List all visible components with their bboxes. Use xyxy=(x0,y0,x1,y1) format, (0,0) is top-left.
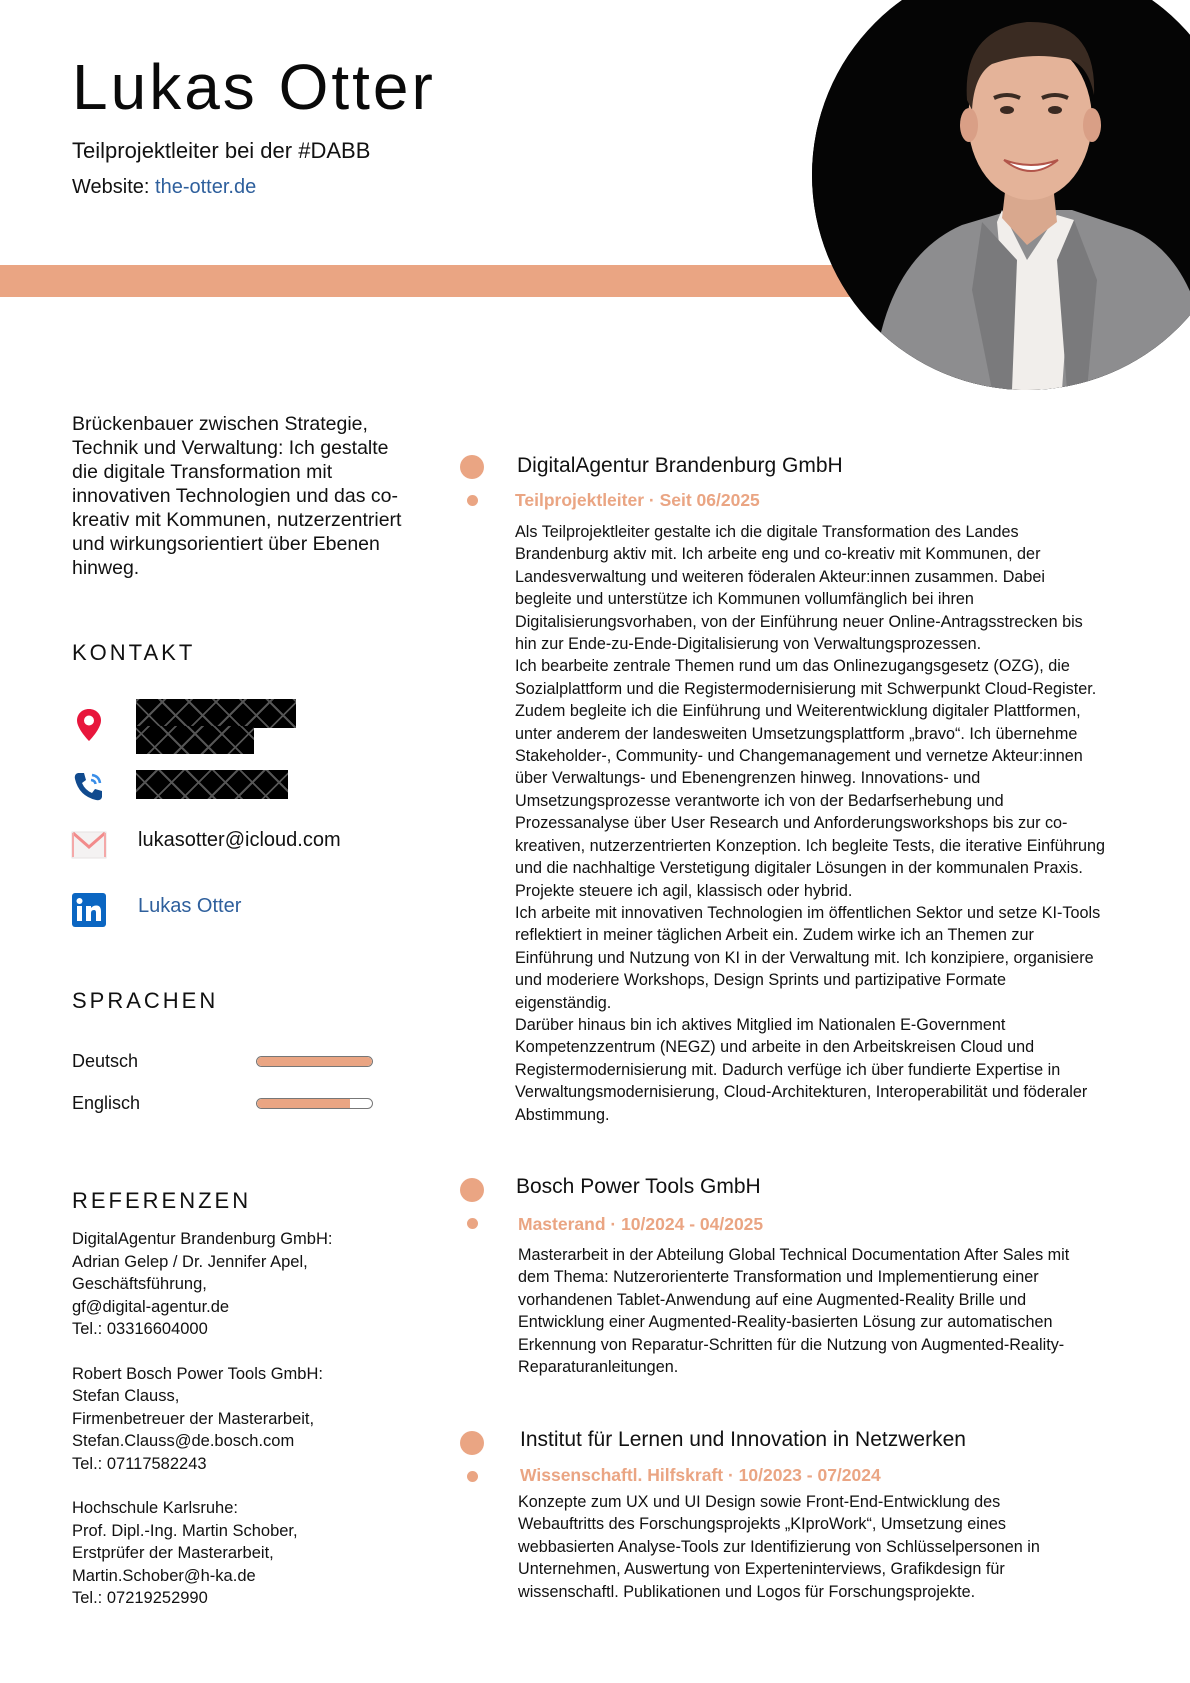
description-paragraph: Als Teilprojektleiter gestalte ich die digitale Transformation des Landes Brandenburg aktiv mit. Ich arbeite eng und co-kreativ mit Kommunen, der Landesverwaltung und weiteren föderalen Akteur:innen zusammen. Dabei begleite und unterstütze ich Kommunen vollumfänglich bei ihren Digitalisierungsvorhaben, von der Einführung neuer Online-Antragsstrecken bis hin zur Ende-zu-Ende-Digitalisierung von Verwaltungsprozessen. xyxy=(515,523,1083,654)
timeline-dot-small xyxy=(467,495,478,506)
website-link[interactable]: the-otter.de xyxy=(155,176,257,198)
references-section-title: REFERENZEN xyxy=(72,1188,252,1213)
company-name: DigitalAgentur Brandenburg GmbH xyxy=(517,454,843,477)
phone-icon xyxy=(70,767,108,805)
intro-summary: Brückenbauer zwischen Strategie, Technik und Verwaltung: Ich gestalte die digitale Transformation mit innovativen Technologien und das co-kreativ mit Kommunen, nutzerzentriert und wirkungsorientiert über Ebenen hinweg. xyxy=(72,413,402,579)
language-item xyxy=(72,1051,382,1072)
portrait-illustration xyxy=(812,0,1190,390)
reference-line: Martin.Schober@h-ka.de xyxy=(72,1566,256,1585)
timeline-dot-small xyxy=(467,1218,478,1229)
reference-line: Tel.: 07117582243 xyxy=(72,1454,207,1473)
reference-line: gf@digital-agentur.de xyxy=(72,1297,230,1316)
reference-line: Geschäftsführung, xyxy=(72,1275,207,1293)
language-item xyxy=(72,1093,382,1114)
contact-item-phone xyxy=(70,767,108,805)
role-and-period: Teilprojektleiter · Seit 06/2025 xyxy=(515,490,760,510)
reference-line: Adrian Gelep / Dr. Jennifer Apel, xyxy=(72,1252,308,1271)
redacted-phone xyxy=(136,770,288,799)
timeline-dot-small xyxy=(467,1471,478,1482)
redacted-address-line-1 xyxy=(136,699,296,728)
mail-icon xyxy=(70,826,108,864)
role-and-period: Masterand · 10/2024 - 04/2025 xyxy=(518,1214,764,1234)
job-description xyxy=(515,521,1105,1126)
role-and-period: Wissenschaftl. Hilfskraft · 10/2023 - 07/2024 xyxy=(520,1465,881,1485)
timeline-dot-large xyxy=(460,1431,484,1455)
contact-item-location xyxy=(70,706,108,744)
job-description xyxy=(518,1244,1088,1378)
reference-line: Tel.: 07219252990 xyxy=(72,1589,208,1607)
language-label: Deutsch xyxy=(72,1051,139,1071)
profile-photo xyxy=(812,0,1190,390)
references-list xyxy=(72,1228,412,1632)
reference-line: Tel.: 03316604000 xyxy=(72,1320,208,1338)
reference-line: Prof. Dipl.-Ing. Martin Schober, xyxy=(72,1521,298,1540)
reference-block xyxy=(72,1228,412,1341)
description-paragraph: Darüber hinaus bin ich aktives Mitglied im Nationalen E-Government Kompetenzzentrum (NEGZ) und arbeite in den Arbeitskreisen Cloud und Registermodernisierung mit. Dadurch verfüge ich über fundierte Expertise in Verwaltungsmodernisierung, Cloud-Architekturen, Interoperabilität und föderaler Abstimmung. xyxy=(515,1015,1088,1124)
reference-line: Firmenbetreuer der Masterarbeit, xyxy=(72,1409,315,1428)
company-name: Bosch Power Tools GmbH xyxy=(516,1175,761,1198)
contact-item-linkedin[interactable] xyxy=(70,891,242,929)
reference-line: DigitalAgentur Brandenburg GmbH: xyxy=(72,1230,333,1248)
reference-line: Stefan.Clauss@de.bosch.com xyxy=(72,1432,295,1450)
language-level-bar xyxy=(256,1098,373,1109)
description-paragraph: Ich arbeite mit innovativen Technologien im öffentlichen Sektor und setze KI-Tools reflektiert in meiner täglichen Arbeit ein. Zudem wirke ich an Themen zur Einführung und Nutzung von KI in der Verwaltung mit. Ich konzipiere, organisiere und moderiere Workshops, Design Sprints und partizipative Formate eigenständig. xyxy=(515,903,1101,1012)
language-level-fill xyxy=(257,1099,350,1108)
description-paragraph: Masterarbeit in der Abteilung Global Technical Documentation After Sales mit dem Thema: Nutzerorienterte Transformation und Implementierung einer vorhandenen Tablet-Anwendung auf eine Augmented-Reality Brille und Entwicklung einer Augmented-Reality-basierten Lösung zur automatischen Erkennung von Reparatur-Schritten für die Nutzung von Augmented-Reality-Reparaturanleitungen. xyxy=(518,1246,1070,1377)
language-level-fill xyxy=(257,1057,372,1066)
email-address[interactable]: lukasotter@icloud.com xyxy=(138,829,341,851)
linkedin-profile-link[interactable]: Lukas Otter xyxy=(138,895,242,917)
reference-block xyxy=(72,1497,412,1610)
job-subtitle: Teilprojektleiter bei der #DABB xyxy=(72,138,371,163)
website-label: Website: xyxy=(72,176,150,198)
redacted-address-line-2 xyxy=(136,726,254,754)
website-line xyxy=(72,176,256,199)
reference-line: Hochschule Karlsruhe: xyxy=(72,1499,238,1517)
language-label: Englisch xyxy=(72,1093,141,1113)
job-description xyxy=(518,1491,1078,1603)
reference-line: Erstprüfer der Masterarbeit, xyxy=(72,1544,274,1562)
location-pin-icon xyxy=(70,706,108,744)
timeline-dot-large xyxy=(460,455,484,479)
company-name: Institut für Lernen und Innovation in Netzwerken xyxy=(520,1428,966,1451)
description-paragraph: Ich bearbeite zentrale Themen rund um das Onlinezugangsgesetz (OZG), die Sozialplattform und die Registermodernisierung mit Schwerpunkt Cloud-Register. Zudem begleite ich die Einführung und Weiterentwicklung digitaler Plattformen, unter anderem der landesweiten Umsetzungsplattform „bravo“. Ich übernehme Stakeholder-, Community- und Changemanagement und vernetze Akteur:innen über Verwaltungs- und Ebenengrenzen hinweg. Innovations- und Umsetzungsprozesse verantworte ich von der Bedarfserhebung und Prozessanalyse über User Research und Anforderungsworkshops bis zur co-kreativen, nutzerzentrierten Konzeption. Ich begleite Tests, die iterative Einführung und die nachhaltige Verstetigung digitaler Lösungen in der kommunalen Praxis. Projekte steuere ich agil, klassisch oder hybrid. xyxy=(515,657,1105,900)
person-name: Lukas Otter xyxy=(72,51,436,123)
accent-band xyxy=(0,265,880,297)
reference-block xyxy=(72,1363,412,1476)
reference-line: Stefan Clauss, xyxy=(72,1387,180,1405)
description-paragraph: Konzepte zum UX und UI Design sowie Front-End-Entwicklung des Webauftritts des Forschungsprojekts „KIproWork“, Umsetzung eines webbasierten Analyse-Tools zur Identifizierung von Schlüsselpersonen in Unternehmen, Auswertung von Experteninterviews, Grafikdesign für wissenschaftl. Publikationen und Logos für Forschungsprojekte. xyxy=(518,1493,1040,1601)
contact-item-email[interactable] xyxy=(70,826,341,864)
languages-section-title: SPRACHEN xyxy=(72,988,219,1013)
language-level-bar xyxy=(256,1056,373,1067)
linkedin-icon xyxy=(70,891,108,929)
timeline-dot-large xyxy=(460,1178,484,1202)
reference-line: Robert Bosch Power Tools GmbH: xyxy=(72,1364,323,1383)
contact-section-title: KONTAKT xyxy=(72,640,196,665)
